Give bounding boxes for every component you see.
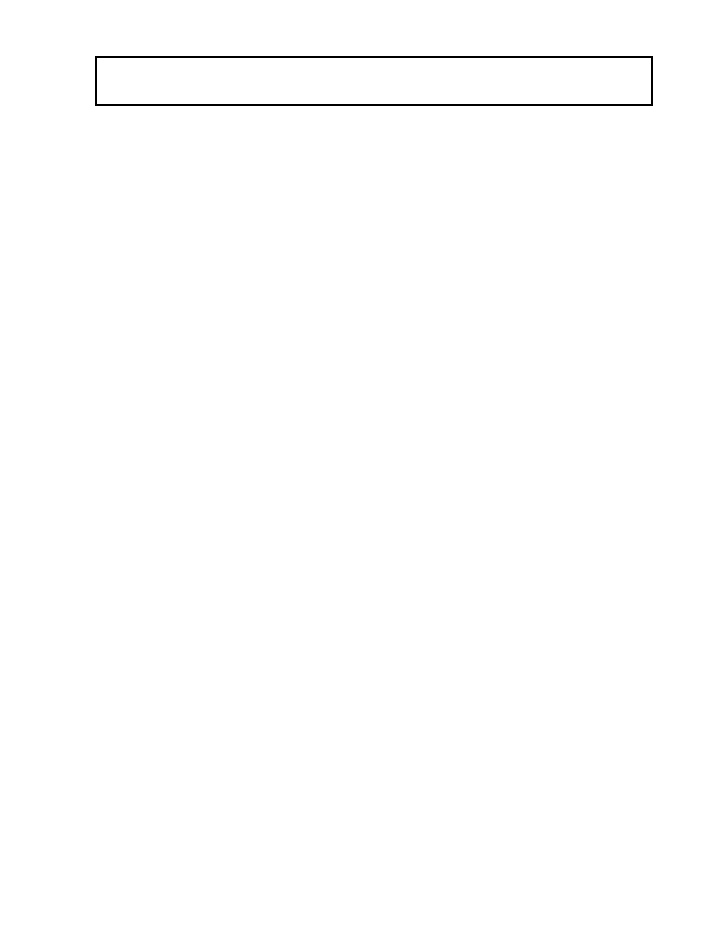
document-header-box xyxy=(95,56,653,106)
